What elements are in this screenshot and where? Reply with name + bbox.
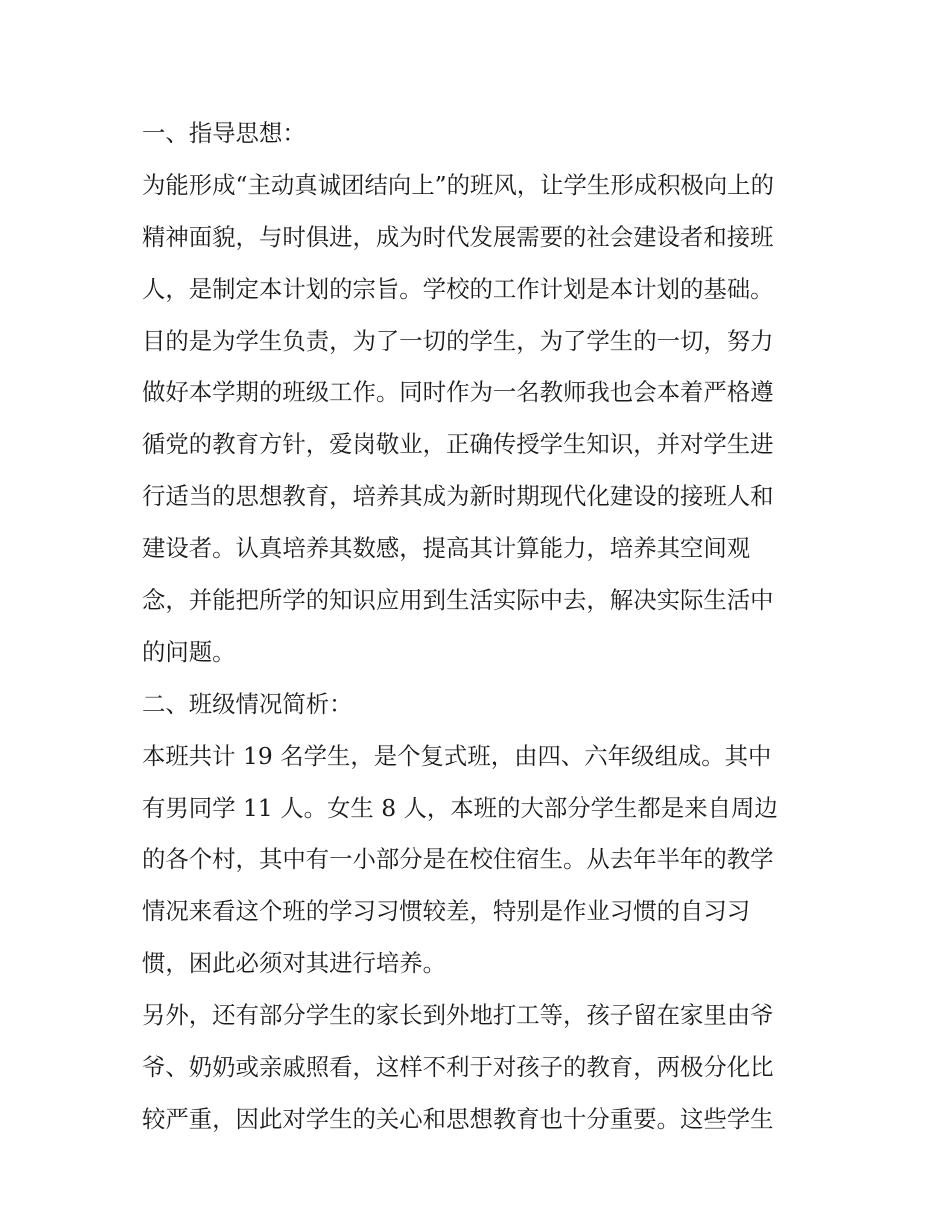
section-heading-class-analysis: 二、班级情况简析： — [142, 689, 353, 718]
paragraph-line: 精神面貌，与时俱进，成为时代发展需要的社会建设者和接班 — [142, 222, 774, 251]
paragraph-line: 另外，还有部分学生的家长到外地打工等，孩子留在家里由爷 — [142, 1001, 774, 1030]
paragraph-line: 较严重，因此对学生的关心和思想教育也十分重要。这些学生 — [142, 1104, 774, 1133]
paragraph-line: 为能形成“主动真诚团结向上”的班风，让学生形成积极向上的 — [142, 170, 775, 199]
paragraph-line: 目的是为学生负责，为了一切的学生，为了学生的一切，努力 — [142, 326, 774, 355]
paragraph-line: 行适当的思想教育，培养其成为新时期现代化建设的接班人和 — [142, 482, 774, 511]
paragraph-line: 惯，困此必须对其进行培养。 — [142, 949, 447, 978]
document-body — [142, 108, 822, 1146]
section-heading-guiding-thought: 一、指导思想： — [142, 119, 306, 147]
paragraph-line: 爷、奶奶或亲戚照看，这样不利于对孩子的教育，两极分化比 — [142, 1053, 774, 1082]
paragraph-line: 本班共计 19 名学生，是个复式班，由四、六年级组成。其中 — [142, 741, 772, 770]
paragraph-line: 做好本学期的班级工作。同时作为一名教师我也会本着严格遵 — [142, 378, 774, 407]
paragraph-line: 的问题。 — [142, 637, 236, 666]
paragraph-line: 念，并能把所学的知识应用到生活实际中去，解决实际生活中 — [142, 586, 774, 615]
paragraph-line: 的各个村，其中有一小部分是在校住宿生。从去年半年的教学 — [142, 845, 774, 874]
paragraph-line: 有男同学 11 人。女生 8 人，本班的大部分学生都是来自周边 — [142, 793, 778, 822]
paragraph-line: 情况来看这个班的学习习惯较差，特别是作业习惯的自习习 — [142, 897, 751, 926]
paragraph-line: 建设者。认真培养其数感，提高其计算能力，培养其空间观 — [142, 534, 751, 563]
paragraph-line: 人，是制定本计划的宗旨。学校的工作计划是本计划的基础。 — [142, 274, 774, 303]
paragraph-line: 循党的教育方针，爱岗敬业，正确传授学生知识，并对学生进 — [142, 430, 774, 459]
